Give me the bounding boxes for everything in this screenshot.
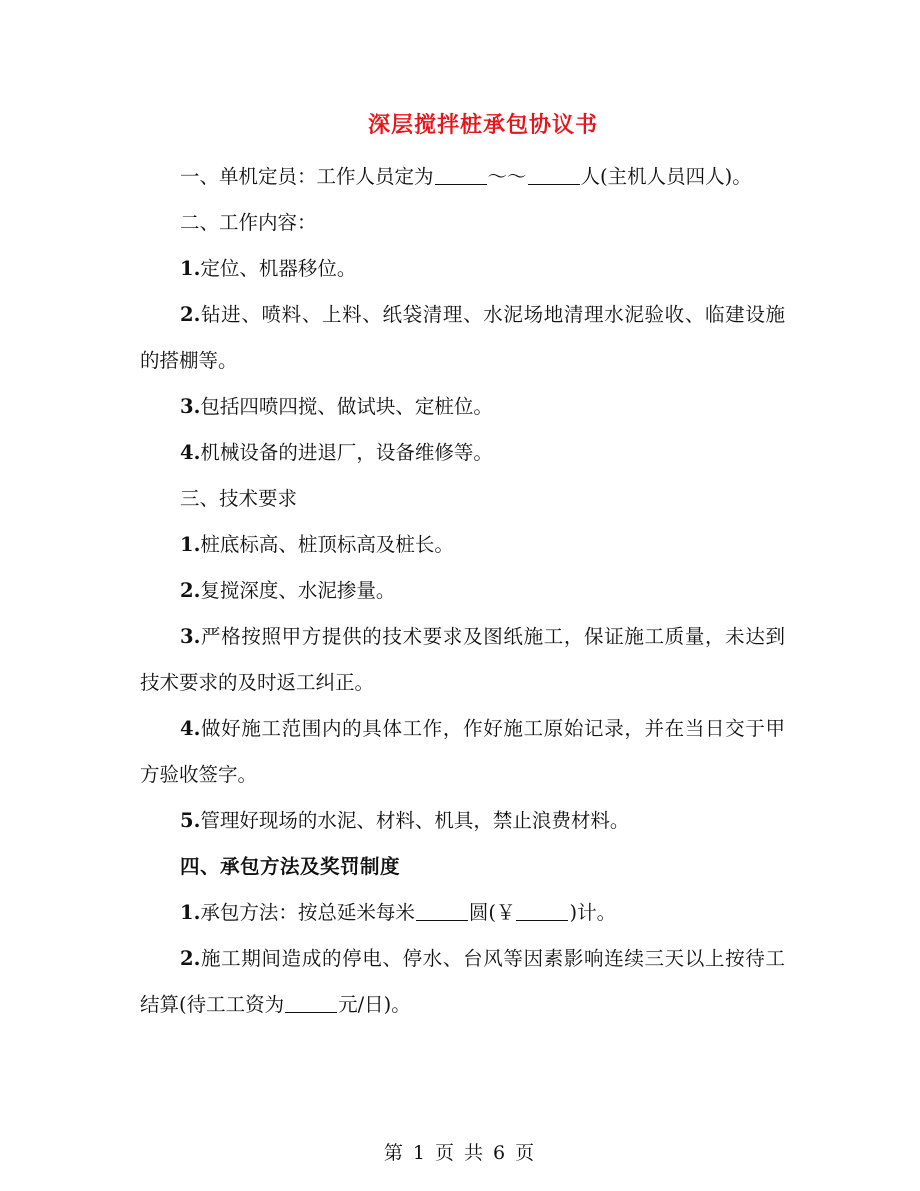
blank-field bbox=[435, 166, 487, 185]
item-number: 2. bbox=[180, 947, 201, 970]
text-span: 人(主机人员四人)。 bbox=[580, 165, 752, 188]
text-span: 元/日)。 bbox=[338, 993, 411, 1016]
list-item bbox=[140, 706, 785, 798]
item-text: 包括四喷四搅、做试块、定桩位。 bbox=[200, 395, 493, 418]
text-span: 一、单机定员：工作人员定为 bbox=[180, 165, 434, 188]
document-title: 深层搅拌桩承包协议书 bbox=[367, 112, 598, 138]
section-heading-work-content: 二、工作内容： bbox=[180, 211, 317, 234]
list-item bbox=[140, 614, 785, 706]
list-item bbox=[140, 522, 785, 568]
item-number: 3. bbox=[180, 625, 201, 648]
item-number: 1. bbox=[180, 533, 201, 556]
list-item bbox=[140, 936, 785, 1028]
item-number: 3. bbox=[180, 395, 201, 418]
paragraph-staffing bbox=[140, 154, 785, 200]
list-item bbox=[140, 292, 785, 384]
item-text: 桩底标高、桩顶标高及桩长。 bbox=[200, 533, 454, 556]
item-text: 复搅深度、水泥掺量。 bbox=[200, 579, 396, 602]
list-item bbox=[140, 798, 785, 844]
section-heading-contract-method: 四、承包方法及奖罚制度 bbox=[180, 855, 401, 878]
item-number: 4. bbox=[180, 717, 201, 740]
item-number: 1. bbox=[180, 257, 201, 280]
blank-field bbox=[528, 166, 580, 185]
document-body bbox=[140, 154, 785, 1028]
item-text: 严格按照甲方提供的技术要求及图纸施工，保证施工质量，未达到技术要求的及时返工纠正。 bbox=[140, 625, 785, 694]
item-number: 4. bbox=[180, 441, 201, 464]
list-item bbox=[140, 430, 785, 476]
item-text: 定位、机器移位。 bbox=[200, 257, 357, 280]
item-text: 机械设备的进退厂，设备维修等。 bbox=[200, 441, 493, 464]
item-text: 管理好现场的水泥、材料、机具，禁止浪费材料。 bbox=[200, 809, 630, 832]
section-heading-technical-requirements: 三、技术要求 bbox=[180, 487, 298, 510]
text-span: ～～ bbox=[487, 165, 527, 188]
list-item bbox=[140, 568, 785, 614]
text-span: 圆(￥ bbox=[468, 901, 516, 924]
item-text: 钻进、喷料、上料、纸袋清理、水泥场地清理水泥验收、临建设施的搭棚等。 bbox=[140, 303, 785, 372]
text-span: 施工期间造成的停电、停水、台风等因素影响连续三天以上按待工结算(待工工资为 bbox=[140, 947, 785, 1016]
blank-field bbox=[285, 994, 337, 1013]
blank-field bbox=[516, 902, 568, 921]
list-item bbox=[140, 384, 785, 430]
item-number: 2. bbox=[180, 579, 201, 602]
text-span: 承包方法：按总延米每米 bbox=[200, 901, 415, 924]
item-number: 1. bbox=[180, 901, 201, 924]
list-item bbox=[140, 890, 785, 936]
blank-field bbox=[416, 902, 468, 921]
page-footer: 第 1 页 共 6 页 bbox=[383, 1142, 537, 1164]
item-number: 5. bbox=[180, 809, 201, 832]
list-item bbox=[140, 246, 785, 292]
text-span: )计。 bbox=[569, 901, 617, 924]
item-number: 2. bbox=[180, 303, 201, 326]
item-text: 做好施工范围内的具体工作，作好施工原始记录，并在当日交于甲方验收签字。 bbox=[140, 717, 785, 786]
